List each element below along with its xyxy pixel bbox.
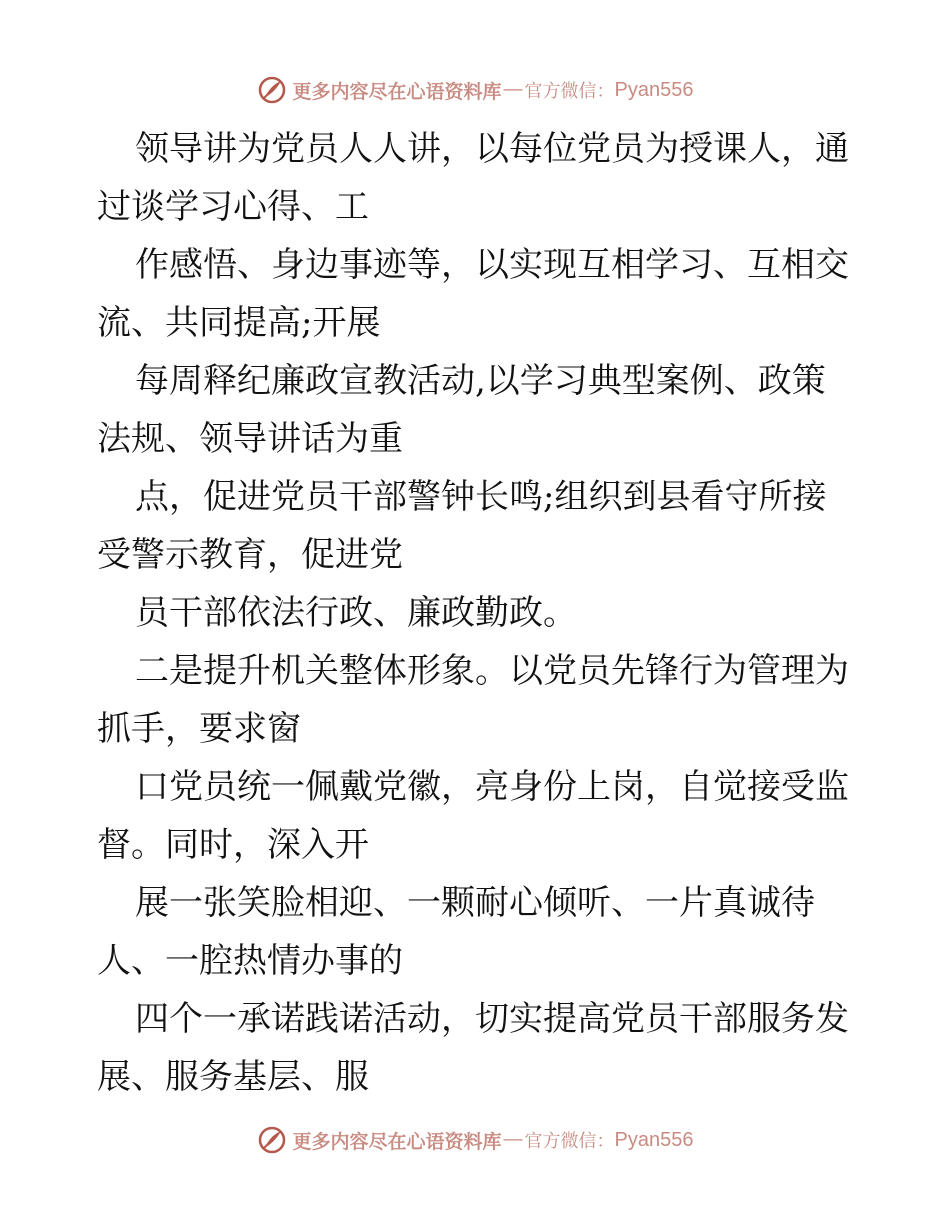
watermark-id-text: Pyan556	[614, 1128, 694, 1151]
watermark-dash: —	[503, 1129, 523, 1150]
watermark-main-text: 更多内容尽在心语资料库	[292, 80, 502, 103]
body-line: 督。同时，深入开	[97, 825, 369, 865]
body-line: 领导讲为党员人人讲，以每位党员为授课人，通	[135, 129, 849, 169]
header-watermark	[0, 70, 950, 110]
watermark-dash: —	[503, 79, 523, 100]
feather-pen-logo-icon	[257, 75, 287, 105]
watermark-main-text: 更多内容尽在心语资料库	[292, 1130, 502, 1153]
body-line: 展一张笑脸相迎、一颗耐心倾听、一片真诚待	[135, 883, 815, 923]
footer-watermark	[0, 1120, 950, 1160]
body-line: 点，促进党员干部警钟长鸣;组织到县看守所接	[135, 477, 827, 517]
body-line: 流、共同提高;开展	[97, 303, 381, 343]
body-line: 四个一承诺践诺活动，切实提高党员干部服务发	[135, 999, 849, 1039]
body-line: 过谈学习心得、工	[97, 187, 369, 227]
body-line: 受警示教育，促进党	[97, 535, 403, 575]
body-line: 人、一腔热情办事的	[97, 941, 403, 981]
body-line: 法规、领导讲话为重	[97, 419, 403, 459]
document-body	[97, 120, 857, 1106]
watermark-id-text: Pyan556	[614, 78, 694, 101]
body-line: 抓手，要求窗	[97, 709, 301, 749]
body-line: 口党员统一佩戴党徽，亮身份上岗，自觉接受监	[135, 767, 849, 807]
body-line: 每周释纪廉政宣教活动,以学习典型案例、政策	[135, 361, 826, 401]
watermark-sub-text: 官方微信：	[524, 81, 615, 102]
feather-pen-logo-icon	[257, 1125, 287, 1155]
body-line: 作感悟、身边事迹等，以实现互相学习、互相交	[135, 245, 849, 285]
body-line: 展、服务基层、服	[97, 1057, 369, 1097]
body-line: 员干部依法行政、廉政勤政。	[135, 593, 577, 633]
watermark-sub-text: 官方微信：	[524, 1131, 615, 1152]
body-line: 二是提升机关整体形象。以党员先锋行为管理为	[135, 651, 849, 691]
